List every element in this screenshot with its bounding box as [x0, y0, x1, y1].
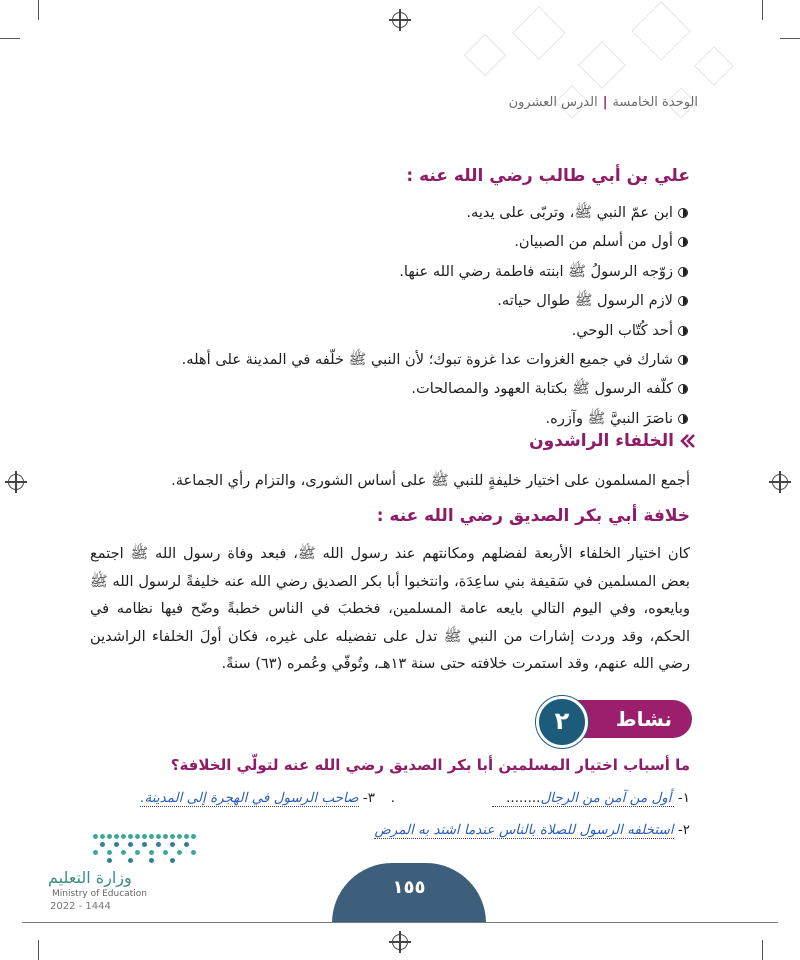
unit-label: الوحدة الخامسة	[612, 95, 698, 110]
crop-mark	[38, 940, 39, 960]
answer-1	[492, 790, 690, 807]
emblem-dot	[114, 834, 119, 839]
handwritten-answer: أول من آمن من الرجال	[540, 790, 672, 806]
emblem-dot	[135, 850, 140, 855]
answer-number: ١-	[677, 790, 690, 806]
half-circle-bullet-icon	[678, 267, 688, 277]
answer-line	[374, 822, 673, 839]
emblem-dot	[107, 834, 112, 839]
half-circle-bullet-icon	[678, 296, 688, 306]
bullet-text: أول من أسلم من الصبيان.	[514, 233, 673, 251]
emblem-dot	[121, 850, 126, 855]
ali-bullet-list	[88, 198, 688, 433]
half-circle-bullet-icon	[678, 208, 688, 218]
emblem-dot	[93, 850, 98, 855]
emblem-dot	[184, 834, 189, 839]
header-separator: |	[602, 95, 608, 110]
ministry-name-ar: وزارة التعليم	[48, 868, 132, 887]
emblem-dot	[177, 834, 182, 839]
answer-line	[140, 790, 358, 807]
ali-bullet-item	[88, 345, 688, 374]
answer-2	[374, 822, 690, 839]
handwritten-answer: استخلفه الرسول للصلاة بالناس عندما اشتد به المرض	[374, 822, 674, 838]
page-number: ١٥٥	[392, 877, 426, 898]
bullet-text: ابن عمّ النبي ﷺ، وتربّى على يديه.	[466, 204, 673, 221]
emblem-dot	[100, 834, 105, 839]
emblem-dot	[170, 858, 175, 863]
bullet-text: كلّفه الرسول ﷺ بكتابة العهود والمصالحات.	[411, 380, 673, 398]
ministry-name-en: Ministry of Education	[52, 889, 147, 899]
emblem-dot	[135, 834, 140, 839]
answer-3	[140, 790, 375, 807]
ali-bullet-item	[88, 198, 688, 227]
half-circle-bullet-icon	[678, 384, 688, 394]
crop-mark	[0, 38, 20, 39]
emblem-dot	[107, 858, 112, 863]
answer-number: ٢-	[677, 822, 690, 838]
emblem-dot	[114, 842, 119, 847]
half-circle-bullet-icon	[678, 355, 688, 365]
emblem-dot	[107, 850, 112, 855]
emblem-dot	[149, 850, 154, 855]
emblem-dot	[93, 834, 98, 839]
caliphs-title-text: الخلفاء الراشدون	[529, 431, 674, 451]
half-circle-bullet-icon	[678, 414, 688, 424]
emblem-dot	[156, 834, 161, 839]
activity-badge	[536, 698, 692, 740]
registration-mark-icon	[772, 474, 788, 490]
ali-bullet-item	[88, 374, 688, 403]
emblem-dot	[121, 834, 126, 839]
registration-mark-icon	[392, 934, 408, 950]
registration-mark-icon	[392, 12, 408, 28]
emblem-dot	[142, 842, 147, 847]
ministry-emblem-icon	[93, 828, 203, 868]
emblem-dot	[163, 834, 168, 839]
answer-number: ٣-	[362, 790, 375, 806]
crop-mark	[762, 0, 763, 20]
emblem-dot	[163, 850, 168, 855]
section-title-ali: علي بن أبي طالب رضي الله عنه :	[406, 166, 690, 186]
emblem-dot	[149, 858, 154, 863]
ali-bullet-item	[88, 227, 688, 256]
emblem-dot	[184, 842, 189, 847]
emblem-dot	[170, 834, 175, 839]
emblem-dot	[149, 834, 154, 839]
abubakr-paragraph: كان اختيار الخلفاء الأربعة لفضلهم ومكانتهم عند رسول الله ﷺ، فبعد وفاة رسول الله ﷺ اجتمع بعض المسلمين في سَقيفة بني ساعِدَة، وانتخبوا أبا بكر الصديق رضي الله عنه خليفةً لرسول الله ﷺ وبايعوه، وفي اليوم التالي بايعه عامة المسلمين، فخطبَ في الناس خطبةً وضّح فيها نظامه في الحكم، وقد وردت إشارات من النبي ﷺ تدل على تفضيله على غيره، فكان أولَ الخلفاء الراشدين رضي الله عنهم، وقد استمرت خلافته حتى سنة ١٣هـ، وتُوفّي وعُمره (٦٣) سنةً.	[90, 545, 690, 673]
half-circle-bullet-icon	[678, 237, 688, 247]
bullet-text: لازم الرسول ﷺ طوال حياته.	[497, 292, 673, 310]
emblem-dot	[156, 842, 161, 847]
bullet-text: أحد كُتّاب الوحي.	[571, 321, 673, 339]
emblem-dot	[191, 850, 196, 855]
ali-bullet-item	[88, 257, 688, 286]
ali-bullet-item	[88, 404, 688, 433]
emblem-dot	[128, 834, 133, 839]
emblem-dot	[100, 842, 105, 847]
lesson-label: الدرس العشرون	[508, 95, 598, 110]
bottom-rule	[22, 922, 778, 923]
ali-bullet-item	[88, 316, 688, 345]
activity-number: ٢	[536, 696, 588, 748]
double-chevron-icon	[678, 433, 696, 449]
handwritten-answer: صاحب الرسول في الهجرة إلى المدينة.	[140, 790, 359, 806]
caliphs-paragraph: أجمع المسلمون على اختيار خليفةٍ للنبي ﷺ على أساس الشورى، والتزام رأي الجماعة.	[171, 472, 690, 489]
answer-line: أول من آمن من الرجال........	[492, 790, 673, 807]
section-title-abubakr: خلافة أبي بكر الصديق رضي الله عنه :	[376, 506, 690, 526]
page-header	[509, 95, 698, 110]
emblem-dot	[128, 842, 133, 847]
answer-bullet-separator: .	[390, 790, 395, 806]
bullet-text: زوّجه الرسولُ ﷺ ابنته فاطمة رضي الله عنها.	[399, 262, 673, 280]
activity-label: نشاط	[615, 707, 672, 731]
crop-mark	[38, 0, 39, 20]
activity-question: ما أسباب اختيار المسلمين أبا بكر الصديق رضي الله عنه لتولّي الخلافة؟	[170, 756, 690, 774]
registration-mark-icon	[8, 474, 24, 490]
section-title-caliphs	[529, 431, 696, 451]
emblem-dot	[191, 834, 196, 839]
bullet-text: ناصَرَ النبيَّ ﷺ وآزره.	[545, 409, 673, 427]
emblem-dot	[170, 842, 175, 847]
ali-bullet-item	[88, 286, 688, 315]
crop-mark	[762, 940, 763, 960]
half-circle-bullet-icon	[678, 326, 688, 336]
emblem-dot	[128, 858, 133, 863]
emblem-dot	[142, 834, 147, 839]
emblem-dot	[177, 850, 182, 855]
page-number-tab	[332, 863, 486, 923]
edition-year: 2022 - 1444	[50, 901, 111, 912]
crop-mark	[780, 38, 800, 39]
bullet-text: شارك في جميع الغزوات عدا غزوة تبوك؛ لأن النبي ﷺ خلّفه في المدينة على أهله.	[181, 350, 673, 368]
